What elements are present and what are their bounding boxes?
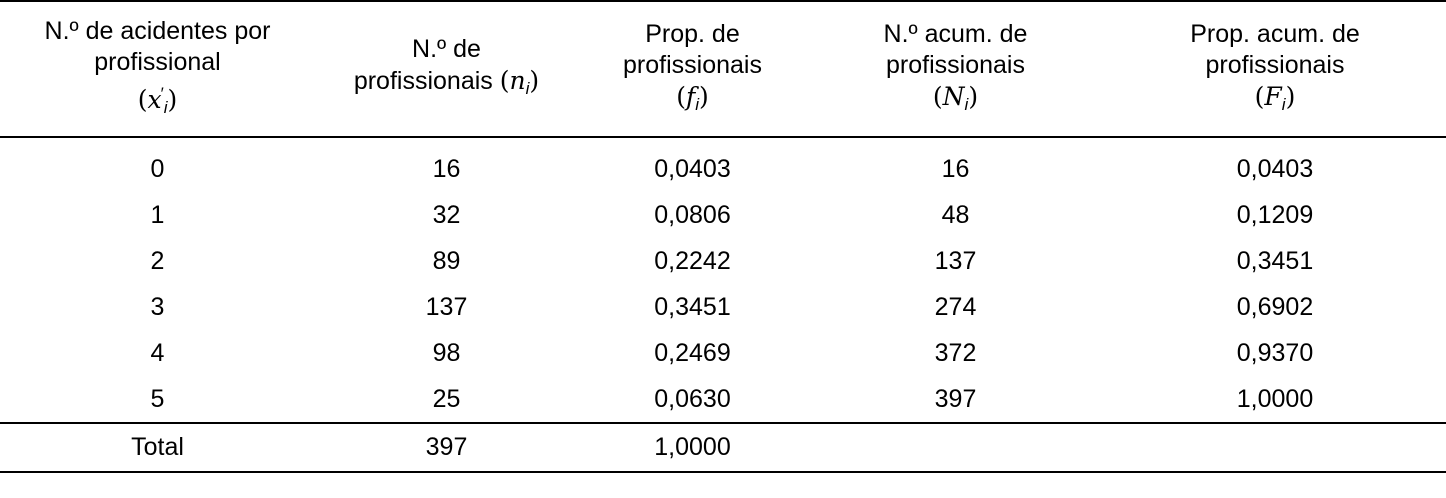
table-cell: 0,3451 xyxy=(1236,246,1314,275)
header-line: profissionais xyxy=(623,50,762,79)
table-row xyxy=(0,376,1446,423)
table-cell: 1 xyxy=(150,200,165,229)
header-line: N.º de xyxy=(412,35,481,63)
header-line: Prop. de xyxy=(645,19,740,48)
header-symbol: $(N_i)$ xyxy=(932,81,979,114)
table-cell: 98 xyxy=(432,338,461,367)
total-row xyxy=(0,423,1446,472)
table-cell: 0,6902 xyxy=(1236,292,1314,321)
table-header xyxy=(0,1,1446,137)
table-cell: 16 xyxy=(432,154,461,183)
table-cell: 397 xyxy=(934,384,977,413)
table-cell: 32 xyxy=(432,200,461,229)
table-cell: 0,3451 xyxy=(654,292,731,321)
total-empty-cell xyxy=(1104,423,1446,472)
header-line: profissionais $(n_i)$ xyxy=(353,66,540,98)
table-row xyxy=(0,330,1446,376)
header-line: Prop. acum. de xyxy=(1190,19,1360,48)
header-line: N.º acum. de xyxy=(883,19,1028,48)
total-label: Total xyxy=(0,423,315,472)
table-row xyxy=(0,238,1446,284)
table-cell: 4 xyxy=(150,338,165,367)
header-cumulative-number xyxy=(807,1,1104,137)
table-cell: 1,0000 xyxy=(1236,384,1314,413)
header-symbol: $(F_i)$ xyxy=(1254,81,1296,114)
header-proportion-of-professionals xyxy=(578,1,807,137)
table-cell: 137 xyxy=(934,246,977,275)
table-cell: 48 xyxy=(941,200,970,229)
header-line: N.º de acidentes por xyxy=(44,16,271,45)
header-symbol: $(f_i)$ xyxy=(676,81,709,114)
table-cell: 372 xyxy=(934,338,977,367)
header-line: profissional xyxy=(94,47,221,76)
table-cell: 137 xyxy=(425,292,468,321)
table-row xyxy=(0,284,1446,330)
header-cumulative-proportion xyxy=(1104,1,1446,137)
table-cell: 0 xyxy=(150,154,165,183)
table-cell: 25 xyxy=(432,384,461,413)
header-symbol: $(x'_i)$ xyxy=(137,83,178,117)
header-row xyxy=(0,1,1446,137)
total-professionals: 397 xyxy=(315,423,578,472)
table-cell: 0,1209 xyxy=(1236,200,1314,229)
table-cell: 16 xyxy=(941,154,970,183)
table-row xyxy=(0,192,1446,238)
table-cell: 274 xyxy=(934,292,977,321)
header-line: profissionais xyxy=(886,50,1025,79)
table-cell: 0,0630 xyxy=(654,384,731,413)
table-cell: 0,0806 xyxy=(654,200,731,229)
header-line: profissionais xyxy=(1205,50,1345,79)
total-empty-cell xyxy=(807,423,1104,472)
table-cell: 0,2242 xyxy=(654,246,731,275)
total-proportion: 1,0000 xyxy=(578,423,807,472)
header-accidents-per-professional xyxy=(0,1,315,137)
table-cell: 0,0403 xyxy=(1236,154,1314,183)
header-number-of-professionals xyxy=(315,1,578,137)
table-cell: 0,9370 xyxy=(1236,338,1314,367)
table-cell: 0,0403 xyxy=(654,154,731,183)
table-cell: 2 xyxy=(150,246,165,275)
table-cell: 5 xyxy=(150,384,165,413)
table-footer xyxy=(0,423,1446,472)
table-cell: 0,2469 xyxy=(654,338,731,367)
table-cell: 89 xyxy=(432,246,461,275)
table-row xyxy=(0,137,1446,192)
table-cell: 3 xyxy=(150,292,165,321)
table-body xyxy=(0,137,1446,423)
